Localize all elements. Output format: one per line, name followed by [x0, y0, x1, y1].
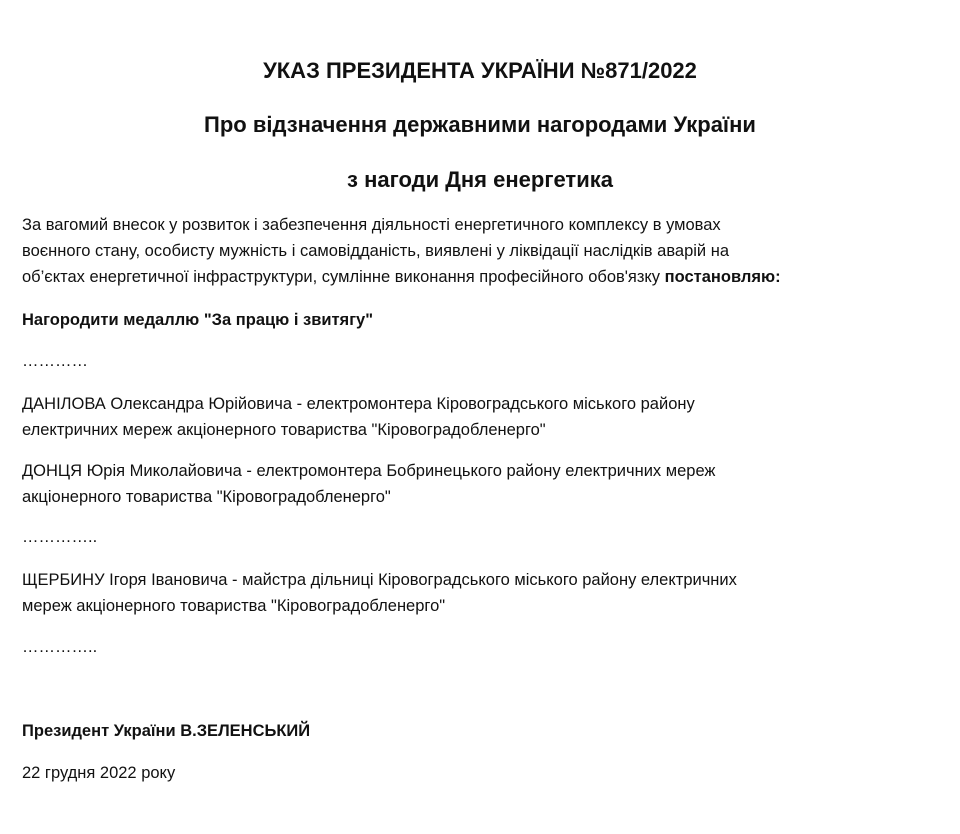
- award-heading: Нагородити медаллю "За працю і звитягу": [22, 311, 374, 329]
- decree-title: УКАЗ ПРЕЗИДЕНТА УКРАЇНИ №871/2022: [263, 58, 697, 83]
- intro-line-3: [22, 264, 922, 290]
- signature: Президент України В.ЗЕЛЕНСЬКИЙ: [22, 722, 311, 740]
- recipient-line-1: ЩЕРБИНУ Ігоря Івановича - майстра дільниці Кіровоградського міського району електричних: [22, 571, 737, 589]
- recipient-entry: [22, 391, 922, 443]
- recipient-line-2: акціонерного товариства "Кіровоградобленерго": [22, 488, 391, 506]
- intro-line-3-text: об’єктах енергетичної інфраструктури, сумлінне виконання професійного обов'язку: [22, 268, 665, 286]
- ellipsis-3: …………..: [22, 638, 98, 656]
- recipient-line-2: мереж акціонерного товариства "Кіровоградобленерго": [22, 597, 446, 615]
- recipient-entry: [22, 567, 922, 619]
- recipient-entry: [22, 458, 922, 510]
- decree-subject-line-1: Про відзначення державними нагородами України: [204, 112, 756, 137]
- resolution-word: постановляю:: [664, 268, 781, 286]
- decree-date: 22 грудня 2022 року: [22, 764, 176, 782]
- ellipsis-1: …………: [22, 352, 88, 370]
- ellipsis-2: …………..: [22, 528, 98, 546]
- recipient-line-1: ДАНІЛОВА Олександра Юрійовича - електромонтера Кіровоградського міського району: [22, 395, 695, 413]
- recipient-line-1: ДОНЦЯ Юрія Миколайовича - електромонтера Бобринецького району електричних мереж: [22, 462, 716, 480]
- intro-line-1: За вагомий внесок у розвиток і забезпечення діяльності енергетичного комплексу в умовах: [22, 216, 721, 234]
- recipient-line-2: електричних мереж акціонерного товариства "Кіровоградобленерго": [22, 421, 546, 439]
- decree-subject-line-2: з нагоди Дня енергетика: [347, 167, 613, 192]
- intro-paragraph: [22, 212, 922, 290]
- intro-line-2: воєнного стану, особисту мужність і самовідданість, виявлені у ліквідації наслідків аварій на: [22, 242, 730, 260]
